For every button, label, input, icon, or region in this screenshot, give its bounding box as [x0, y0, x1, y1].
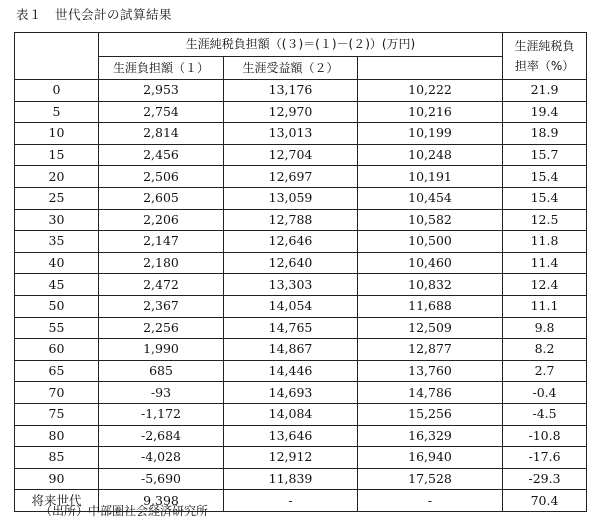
cell-net-burden-rate: 8.2: [503, 339, 587, 361]
cell-age: 65: [15, 360, 99, 382]
cell-net-burden: 2,472: [99, 274, 224, 296]
cell-benefit: 10,199: [358, 123, 503, 145]
table-row: [15, 382, 587, 404]
cell-net-burden-rate: 15.4: [503, 166, 587, 188]
cell-net-burden: -1,172: [99, 403, 224, 425]
cell-age: 5: [15, 101, 99, 123]
cell-gross-burden: 13,646: [224, 425, 358, 447]
cell-age: 40: [15, 252, 99, 274]
cell-age: 85: [15, 447, 99, 469]
cell-gross-burden: 14,084: [224, 403, 358, 425]
cell-benefit: 12,509: [358, 317, 503, 339]
cell-gross-burden: 14,054: [224, 295, 358, 317]
cell-net-burden: 2,367: [99, 295, 224, 317]
cell-net-burden: 2,506: [99, 166, 224, 188]
table-row: [15, 101, 587, 123]
cell-net-burden-rate: 18.9: [503, 123, 587, 145]
cell-gross-burden: 14,867: [224, 339, 358, 361]
generational-accounting-table: [14, 32, 587, 512]
cell-net-burden-rate: 11.4: [503, 252, 587, 274]
table-row: [15, 403, 587, 425]
cell-net-burden-rate: 12.4: [503, 274, 587, 296]
cell-net-burden: -4,028: [99, 447, 224, 469]
table-body: [15, 80, 587, 512]
cell-age: 60: [15, 339, 99, 361]
table-row: [15, 447, 587, 469]
cell-net-burden: 1,990: [99, 339, 224, 361]
cell-gross-burden: 12,912: [224, 447, 358, 469]
cell-gross-burden: 14,446: [224, 360, 358, 382]
cell-gross-burden: 13,013: [224, 123, 358, 145]
cell-net-burden: 2,605: [99, 187, 224, 209]
cell-gross-burden: 12,788: [224, 209, 358, 231]
cell-age: 20: [15, 166, 99, 188]
table-row: [15, 339, 587, 361]
cell-net-burden-rate: 15.7: [503, 144, 587, 166]
cell-net-burden-rate: 15.4: [503, 187, 587, 209]
cell-age: 70: [15, 382, 99, 404]
header-net-burden-rate: [503, 33, 587, 80]
cell-benefit: 16,940: [358, 447, 503, 469]
table-row: [15, 209, 587, 231]
cell-benefit: 14,786: [358, 382, 503, 404]
header-gross-burden: 生涯負担額（１）: [99, 56, 224, 80]
cell-benefit: 10,460: [358, 252, 503, 274]
cell-gross-burden: 13,059: [224, 187, 358, 209]
cell-net-burden-rate: -4.5: [503, 403, 587, 425]
cell-age: 45: [15, 274, 99, 296]
cell-net-burden-rate: 2.7: [503, 360, 587, 382]
cell-benefit: 10,500: [358, 231, 503, 253]
cell-gross-burden: 12,646: [224, 231, 358, 253]
cell-age: 将来世代: [15, 490, 99, 512]
table-row: [15, 468, 587, 490]
cell-age: 15: [15, 144, 99, 166]
cell-benefit: 12,877: [358, 339, 503, 361]
header-age: [15, 33, 99, 80]
cell-net-burden-rate: -29.3: [503, 468, 587, 490]
cell-net-burden: 2,754: [99, 101, 224, 123]
cell-gross-burden: -: [224, 490, 358, 512]
cell-gross-burden: 12,970: [224, 101, 358, 123]
cell-net-burden-rate: -10.8: [503, 425, 587, 447]
cell-benefit: 10,454: [358, 187, 503, 209]
cell-age: 25: [15, 187, 99, 209]
cell-net-burden: 2,456: [99, 144, 224, 166]
cell-benefit: 13,760: [358, 360, 503, 382]
cell-net-burden: 9,398: [99, 490, 224, 512]
cell-net-burden: -2,684: [99, 425, 224, 447]
table-row: [15, 123, 587, 145]
cell-age: 75: [15, 403, 99, 425]
table-row: [15, 295, 587, 317]
cell-net-burden: 2,814: [99, 123, 224, 145]
table-row: [15, 317, 587, 339]
cell-gross-burden: 11,839: [224, 468, 358, 490]
cell-benefit: 10,216: [358, 101, 503, 123]
cell-net-burden-rate: -0.4: [503, 382, 587, 404]
cell-age: 55: [15, 317, 99, 339]
cell-gross-burden: 13,176: [224, 80, 358, 102]
cell-net-burden-rate: -17.6: [503, 447, 587, 469]
cell-age: 50: [15, 295, 99, 317]
cell-net-burden-rate: 19.4: [503, 101, 587, 123]
table-row: [15, 80, 587, 102]
cell-age: 90: [15, 468, 99, 490]
table-row: [15, 144, 587, 166]
cell-age: 35: [15, 231, 99, 253]
cell-net-burden: 2,180: [99, 252, 224, 274]
cell-net-burden-rate: 9.8: [503, 317, 587, 339]
table-row: [15, 187, 587, 209]
header-rate-line1: 生涯純税負: [514, 39, 575, 53]
cell-benefit: 17,528: [358, 468, 503, 490]
table-row: [15, 274, 587, 296]
cell-net-burden: -93: [99, 382, 224, 404]
cell-benefit: 11,688: [358, 295, 503, 317]
table-row: [15, 252, 587, 274]
header-benefit: 生涯受益額（２）: [224, 56, 358, 80]
cell-net-burden-rate: 11.1: [503, 295, 587, 317]
cell-net-burden: 2,206: [99, 209, 224, 231]
cell-net-burden: 2,147: [99, 231, 224, 253]
cell-benefit: 10,222: [358, 80, 503, 102]
cell-net-burden: 2,256: [99, 317, 224, 339]
cell-net-burden: 2,953: [99, 80, 224, 102]
cell-net-burden: -5,690: [99, 468, 224, 490]
cell-net-burden-rate: 70.4: [503, 490, 587, 512]
cell-net-burden-rate: 11.8: [503, 231, 587, 253]
header-net-burden-group: 生涯純税負担額（(３)＝(１)－(２)）(万円): [99, 33, 503, 57]
cell-gross-burden: 12,704: [224, 144, 358, 166]
cell-benefit: 10,248: [358, 144, 503, 166]
table-row: [15, 166, 587, 188]
cell-benefit: 15,256: [358, 403, 503, 425]
table-row: [15, 231, 587, 253]
cell-gross-burden: 14,765: [224, 317, 358, 339]
cell-benefit: 10,832: [358, 274, 503, 296]
cell-gross-burden: 12,697: [224, 166, 358, 188]
cell-benefit: 10,582: [358, 209, 503, 231]
header-row-2: [15, 56, 587, 80]
cell-net-burden-rate: 12.5: [503, 209, 587, 231]
table-row: [15, 425, 587, 447]
cell-net-burden-rate: 21.9: [503, 80, 587, 102]
cell-gross-burden: 14,693: [224, 382, 358, 404]
header-rate-line2: 担率（%）: [514, 59, 575, 73]
header-row-1: [15, 33, 587, 57]
cell-benefit: 10,191: [358, 166, 503, 188]
cell-gross-burden: 13,303: [224, 274, 358, 296]
cell-gross-burden: 12,640: [224, 252, 358, 274]
cell-net-burden: 685: [99, 360, 224, 382]
cell-age: 80: [15, 425, 99, 447]
cell-age: 30: [15, 209, 99, 231]
cell-age: 10: [15, 123, 99, 145]
cell-benefit: 16,329: [358, 425, 503, 447]
cell-benefit: -: [358, 490, 503, 512]
table-caption: 表１ 世代会計の試算結果: [16, 7, 173, 22]
cell-age: 0: [15, 80, 99, 102]
table-row: [15, 360, 587, 382]
source-note: （出所）中部圏社会経済研究所: [40, 504, 209, 518]
